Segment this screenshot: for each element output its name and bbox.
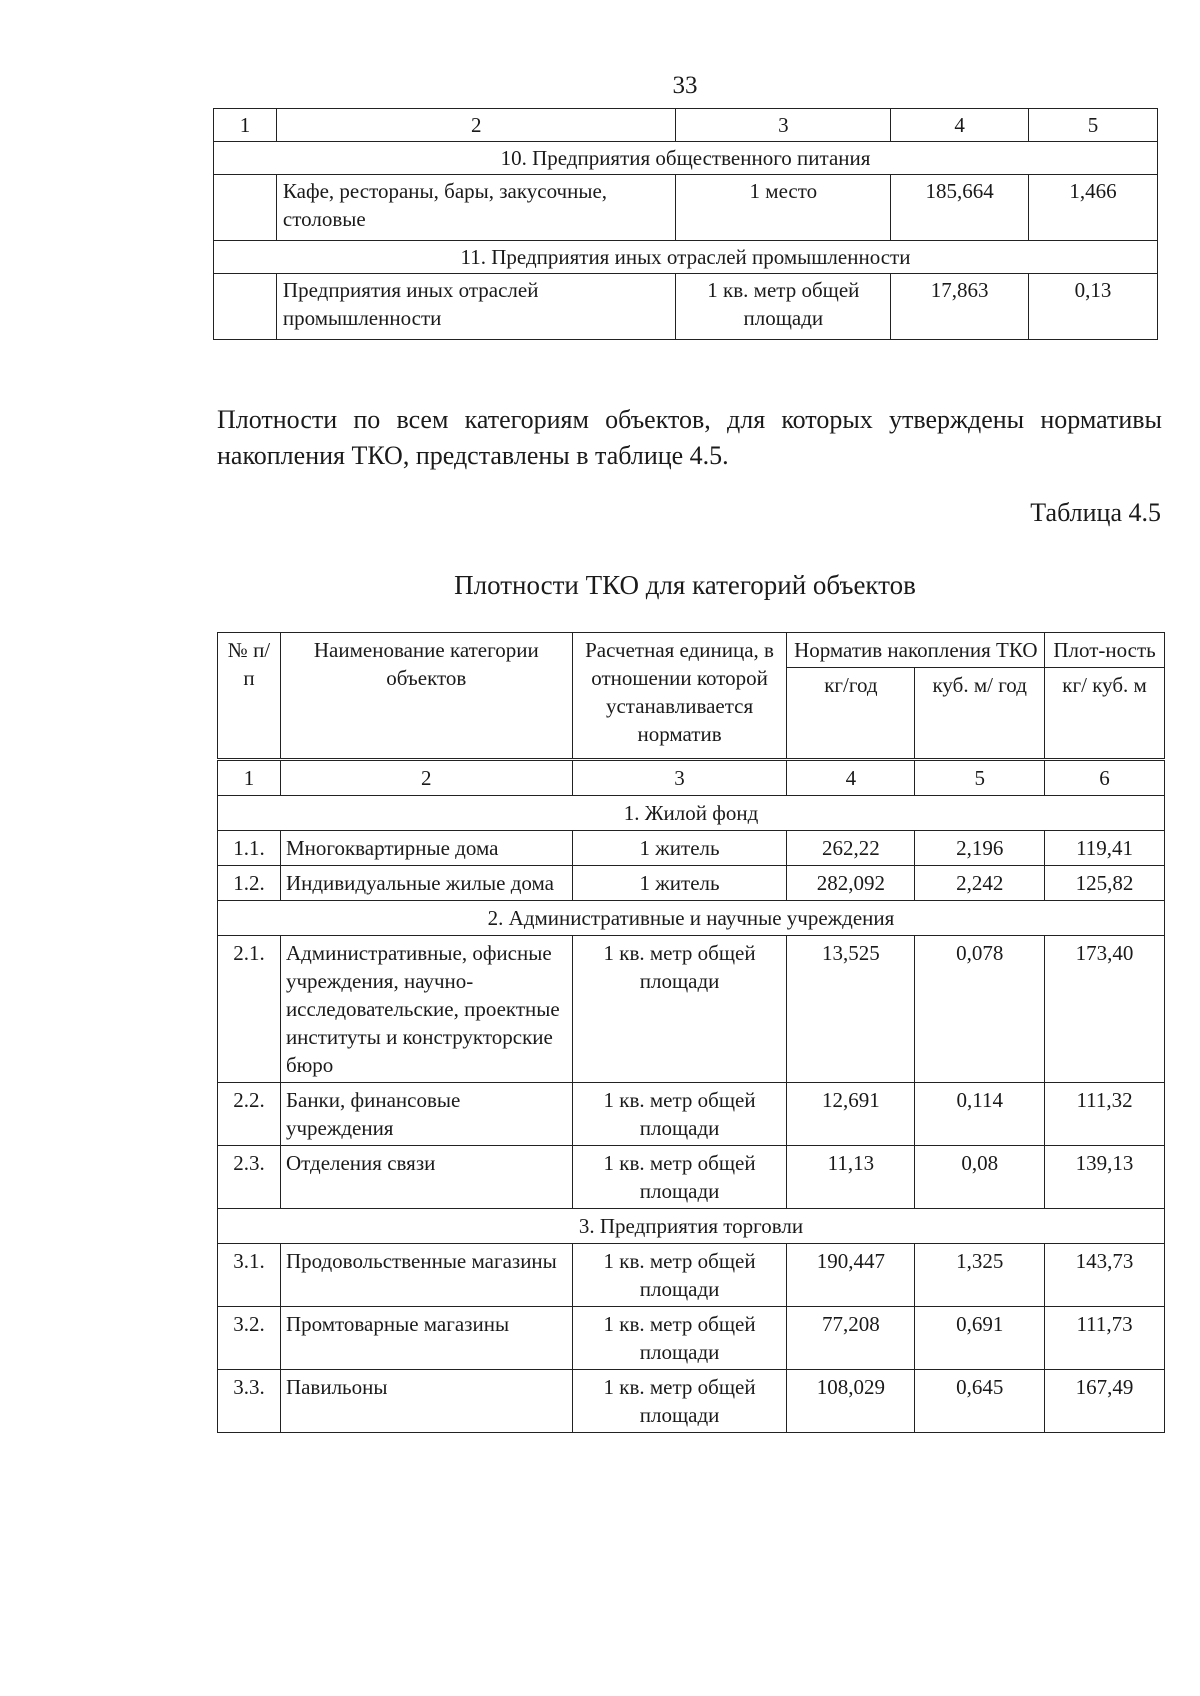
column-number: 5	[915, 760, 1045, 796]
category-name: Кафе, рестораны, бары, закусочные, столовые	[276, 175, 676, 241]
kg-per-year: 282,092	[787, 866, 915, 901]
category-name: Индивидуальные жилые дома	[280, 866, 572, 901]
section-title: 10. Предприятия общественного питания	[214, 142, 1158, 175]
row-number: 1.1.	[218, 831, 281, 866]
column-number: 1	[214, 109, 277, 142]
column-number: 2	[280, 760, 572, 796]
category-name: Многоквартирные дома	[280, 831, 572, 866]
category-name: Административные, офисные учреждения, научно-исследовательские, проектные институты и конструкторские бюро	[280, 936, 572, 1083]
table-row	[218, 1307, 1165, 1370]
unit: 1 кв. метр общей площади	[572, 936, 787, 1083]
category-name: Отделения связи	[280, 1146, 572, 1209]
header-name: Наименование категории объектов	[280, 633, 572, 760]
unit: 1 место	[676, 175, 891, 241]
density: 139,13	[1045, 1146, 1165, 1209]
m3-per-year: 0,645	[915, 1370, 1045, 1433]
table-row	[218, 1146, 1165, 1209]
category-name: Промтоварные магазины	[280, 1307, 572, 1370]
section-row	[214, 142, 1158, 175]
continuation-table	[213, 108, 1158, 340]
header-density: Плот-ность	[1045, 633, 1165, 668]
table-row	[218, 1083, 1165, 1146]
m3-per-year: 0,114	[915, 1083, 1045, 1146]
table-row	[214, 274, 1158, 340]
table-row	[218, 831, 1165, 866]
table-row	[218, 1370, 1165, 1433]
unit: 1 житель	[572, 866, 787, 901]
column-number: 3	[676, 109, 891, 142]
column-number: 4	[891, 109, 1029, 142]
row-number: 2.3.	[218, 1146, 281, 1209]
density: 125,82	[1045, 866, 1165, 901]
density: 111,73	[1045, 1307, 1165, 1370]
unit: 1 кв. метр общей площади	[572, 1244, 787, 1307]
table-row	[214, 175, 1158, 241]
header-kg-year: кг/год	[787, 668, 915, 760]
m3-per-year: 0,13	[1029, 274, 1158, 340]
unit: 1 кв. метр общей площади	[572, 1083, 787, 1146]
section-row	[218, 901, 1165, 936]
kg-per-year: 11,13	[787, 1146, 915, 1209]
table-row	[218, 1244, 1165, 1307]
kg-per-year: 77,208	[787, 1307, 915, 1370]
column-number: 4	[787, 760, 915, 796]
density: 143,73	[1045, 1244, 1165, 1307]
m3-per-year: 1,466	[1029, 175, 1158, 241]
page-number: 33	[672, 72, 698, 99]
unit: 1 кв. метр общей площади	[572, 1370, 787, 1433]
unit: 1 кв. метр общей площади	[572, 1146, 787, 1209]
column-number: 6	[1045, 760, 1165, 796]
row-number: 3.3.	[218, 1370, 281, 1433]
column-numbers-row	[218, 760, 1165, 796]
header-norm: Норматив накопления ТКО	[787, 633, 1045, 668]
section-row	[218, 796, 1165, 831]
unit: 1 кв. метр общей площади	[572, 1307, 787, 1370]
section-title: 3. Предприятия торговли	[218, 1209, 1165, 1244]
section-title: 11. Предприятия иных отраслей промышленности	[214, 241, 1158, 274]
row-number: 3.2.	[218, 1307, 281, 1370]
m3-per-year: 0,08	[915, 1146, 1045, 1209]
kg-per-year: 185,664	[891, 175, 1029, 241]
table-caption: Плотности ТКО для категорий объектов	[454, 570, 916, 600]
table-row	[218, 936, 1165, 1083]
column-number: 1	[218, 760, 281, 796]
kg-per-year: 108,029	[787, 1370, 915, 1433]
table-row	[218, 866, 1165, 901]
column-number: 3	[572, 760, 787, 796]
density: 173,40	[1045, 936, 1165, 1083]
row-number: 1.2.	[218, 866, 281, 901]
row-number: 3.1.	[218, 1244, 281, 1307]
density: 111,32	[1045, 1083, 1165, 1146]
section-row	[214, 241, 1158, 274]
column-number: 5	[1029, 109, 1158, 142]
kg-per-year: 262,22	[787, 831, 915, 866]
header-unit: Расчетная единица, в отношении которой устанавливается норматив	[572, 633, 787, 760]
category-name: Павильоны	[280, 1370, 572, 1433]
kg-per-year: 190,447	[787, 1244, 915, 1307]
header-num: № п/п	[218, 633, 281, 760]
kg-per-year: 17,863	[891, 274, 1029, 340]
column-numbers-row	[214, 109, 1158, 142]
category-name: Продовольственные магазины	[280, 1244, 572, 1307]
row-number	[214, 274, 277, 340]
row-number: 2.1.	[218, 936, 281, 1083]
m3-per-year: 1,325	[915, 1244, 1045, 1307]
header-kg-m3: кг/ куб. м	[1045, 668, 1165, 760]
header-m3-year: куб. м/ год	[915, 668, 1045, 760]
m3-per-year: 0,691	[915, 1307, 1045, 1370]
kg-per-year: 13,525	[787, 936, 915, 1083]
m3-per-year: 2,196	[915, 831, 1045, 866]
category-name: Предприятия иных отраслей промышленности	[276, 274, 676, 340]
section-title: 2. Административные и научные учреждения	[218, 901, 1165, 936]
density: 119,41	[1045, 831, 1165, 866]
unit: 1 житель	[572, 831, 787, 866]
body-paragraph: Плотности по всем категориям объектов, для которых утверждены нормативы накопления ТКО, представлены в таблице 4.5.	[217, 405, 1162, 470]
section-title: 1. Жилой фонд	[218, 796, 1165, 831]
kg-per-year: 12,691	[787, 1083, 915, 1146]
m3-per-year: 2,242	[915, 866, 1045, 901]
column-number: 2	[276, 109, 676, 142]
row-number: 2.2.	[218, 1083, 281, 1146]
section-row	[218, 1209, 1165, 1244]
header-row	[218, 633, 1165, 668]
unit: 1 кв. метр общей площади	[676, 274, 891, 340]
table-reference: Таблица 4.5	[1030, 498, 1161, 527]
density-table	[217, 632, 1165, 1433]
density: 167,49	[1045, 1370, 1165, 1433]
row-number	[214, 175, 277, 241]
category-name: Банки, финансовые учреждения	[280, 1083, 572, 1146]
m3-per-year: 0,078	[915, 936, 1045, 1083]
